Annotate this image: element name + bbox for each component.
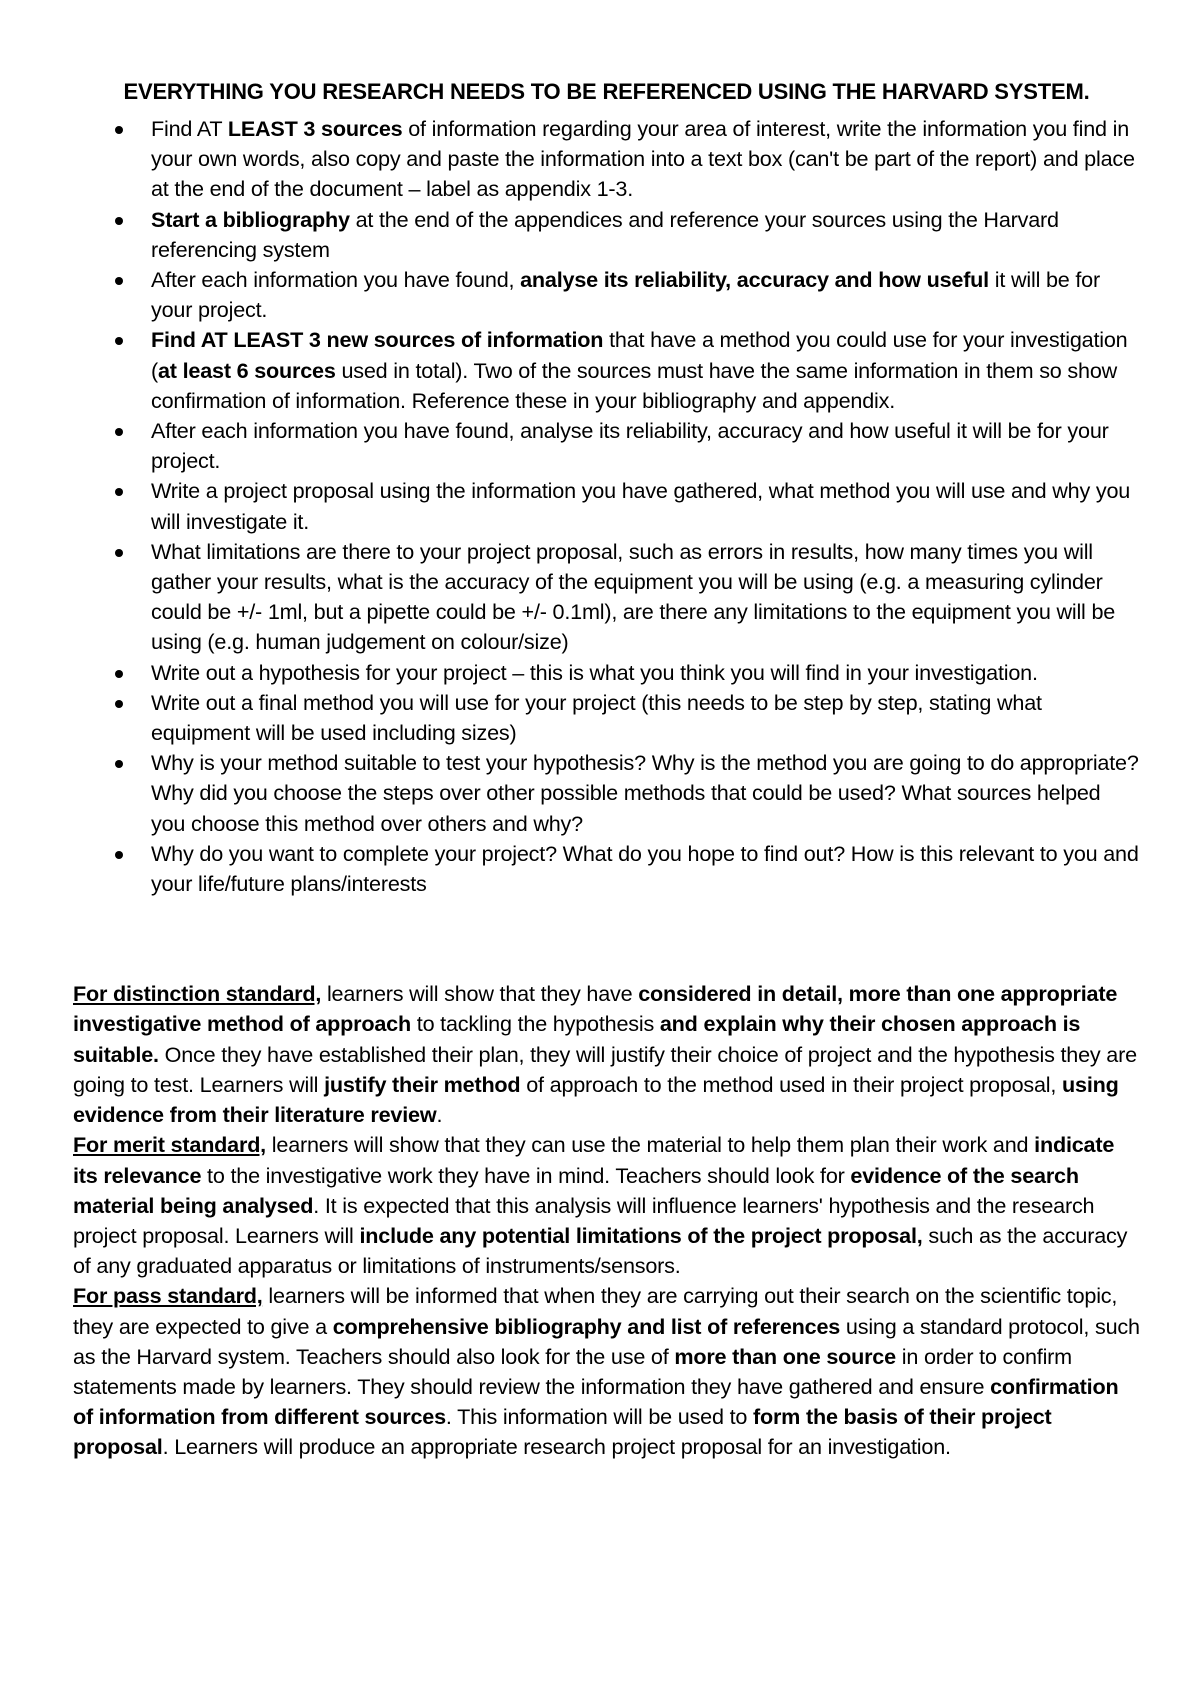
- body-text: used in total). Two of the sources must have the same information in them so show confirmation of information. Reference these in your bibliography and appendix.: [151, 357, 1118, 413]
- body-text: of information regarding your area of interest, write the information you find in your own words, also copy and paste the information into a text box (can't be part of the report) and place at the end of the document – label as appendix 1-3.: [151, 116, 1135, 202]
- body-text: using a standard protocol, such as the Harvard system. Teachers should also look for the use of: [73, 1313, 1140, 1369]
- body-text: Once they have established their plan, they will justify their choice of project and the hypothesis they are going to test. Learners will: [73, 1041, 1137, 1097]
- body-text: After each information you have found, analyse its reliability, accuracy and how useful it will be for your project.: [151, 418, 1109, 474]
- task-item: [73, 265, 1140, 325]
- task-item: [73, 476, 1140, 536]
- section-gap: [73, 899, 1140, 979]
- task-item: [73, 205, 1140, 265]
- body-text: learners will show that they have: [321, 981, 639, 1007]
- body-text: What limitations are there to your project proposal, such as errors in results, how many times you will gather your results, what is the accuracy of the equipment you will be using (e.g. a measuring cylinder could be +/- 1ml, but a pipette could be +/- 0.1ml), are there any limitations to the equipment you will be using (e.g. human judgement on colour/size): [151, 538, 1116, 655]
- body-text: Write out a hypothesis for your project – this is what you think you will find in your investigation.: [151, 659, 1038, 685]
- bullet-icon: [115, 428, 123, 436]
- emphasis-text: justify their method: [324, 1071, 521, 1097]
- body-text: learners will show that they can use the material to help them plan their work and: [265, 1132, 1035, 1158]
- bullet-icon: [115, 760, 123, 768]
- emphasis-text: Start a bibliography: [151, 206, 350, 232]
- grading-criteria: [73, 979, 1140, 1462]
- body-text: . This information will be used to: [445, 1404, 753, 1430]
- task-item: [73, 416, 1140, 476]
- body-text: Write a project proposal using the information you have gathered, what method you will use and why you will investigate it.: [151, 478, 1131, 534]
- emphasis-text: more than one source: [674, 1343, 896, 1369]
- body-text: . Learners will produce an appropriate research project proposal for an investigation.: [162, 1434, 951, 1460]
- standard-heading: For pass standard,: [73, 1283, 263, 1309]
- emphasis-text: and explain why their chosen approach is suitable.: [73, 1011, 1081, 1067]
- body-text: Why do you want to complete your project? What do you hope to find out? How is this relevant to you and your life/future plans/interests: [151, 840, 1139, 897]
- emphasis-text: evidence of the search material being analysed: [73, 1162, 1079, 1218]
- task-item: [73, 748, 1140, 839]
- bullet-icon: [115, 670, 123, 678]
- body-text: .: [436, 1102, 443, 1128]
- page-title: EVERYTHING YOU RESEARCH NEEDS TO BE REFERENCED USING THE HARVARD SYSTEM.: [123, 79, 1090, 104]
- criteria-distinction: [73, 979, 1140, 1130]
- body-text: Write out a final method you will use for your project (this needs to be step by step, stating what equipment will be used including sizes): [151, 689, 1042, 746]
- body-text: of approach to the method used in their project proposal,: [520, 1071, 1063, 1097]
- emphasis-text: include any potential limitations of the project proposal,: [359, 1222, 923, 1248]
- task-list: [73, 114, 1140, 899]
- bullet-icon: [115, 488, 123, 496]
- emphasis-text: analyse its reliability, accuracy and how useful: [520, 267, 989, 293]
- emphasis-text: LEAST 3 sources: [227, 116, 403, 141]
- bullet-icon: [115, 851, 123, 859]
- bullet-icon: [115, 700, 123, 708]
- bullet-icon: [115, 549, 123, 557]
- task-item: [73, 688, 1140, 748]
- body-text: at the end of the appendices and reference your sources using the Harvard referencing system: [151, 206, 1059, 262]
- emphasis-text: at least 6 sources: [158, 357, 336, 383]
- task-item: [73, 537, 1140, 658]
- body-text: Find AT: [151, 116, 228, 141]
- standard-heading: For distinction standard,: [73, 981, 322, 1007]
- emphasis-text: Find AT LEAST 3 new sources of information: [151, 327, 604, 353]
- emphasis-text: indicate its relevance: [73, 1132, 1115, 1188]
- bullet-icon: [115, 277, 123, 285]
- standard-heading: For merit standard,: [73, 1132, 266, 1158]
- body-text: Why is your method suitable to test your hypothesis? Why is the method you are going to do appropriate? Why did you choose the steps over other possible methods that could be used? What sources helped you choose this method over others and why?: [151, 750, 1139, 836]
- task-item: [73, 658, 1140, 688]
- task-item: [73, 114, 1140, 205]
- body-text: such as the accuracy of any graduated apparatus or limitations of instruments/sensors.: [73, 1222, 1128, 1279]
- body-text: to the investigative work they have in mind. Teachers should look for: [201, 1162, 851, 1188]
- bullet-icon: [115, 337, 123, 345]
- criteria-pass: [73, 1281, 1140, 1462]
- bullet-icon: [115, 126, 123, 134]
- task-item: [73, 325, 1140, 416]
- body-text: . It is expected that this analysis will influence learners' hypothesis and the research project proposal. Learners will: [73, 1192, 1095, 1248]
- emphasis-text: considered in detail, more than one appropriate investigative method of approach: [73, 981, 1118, 1037]
- emphasis-text: confirmation of information from different sources: [73, 1373, 1119, 1430]
- emphasis-text: using evidence from their literature review: [73, 1071, 1119, 1128]
- task-item: [73, 839, 1140, 899]
- body-text: it will be for your project.: [151, 267, 1100, 323]
- bullet-icon: [115, 217, 123, 225]
- emphasis-text: comprehensive bibliography and list of references: [332, 1313, 841, 1339]
- body-text: learners will be informed that when they are carrying out their search on the scientific topic, they are expected to give a: [73, 1283, 1118, 1339]
- body-text: that have a method you could use for your investigation (: [151, 327, 1128, 383]
- emphasis-text: form the basis of their project proposal: [73, 1404, 1052, 1460]
- body-text: in order to confirm statements made by learners. They should review the information they have gathered and ensure: [73, 1343, 1072, 1399]
- criteria-merit: [73, 1130, 1140, 1281]
- body-text: to tackling the hypothesis: [410, 1011, 660, 1037]
- body-text: After each information you have found,: [151, 267, 521, 293]
